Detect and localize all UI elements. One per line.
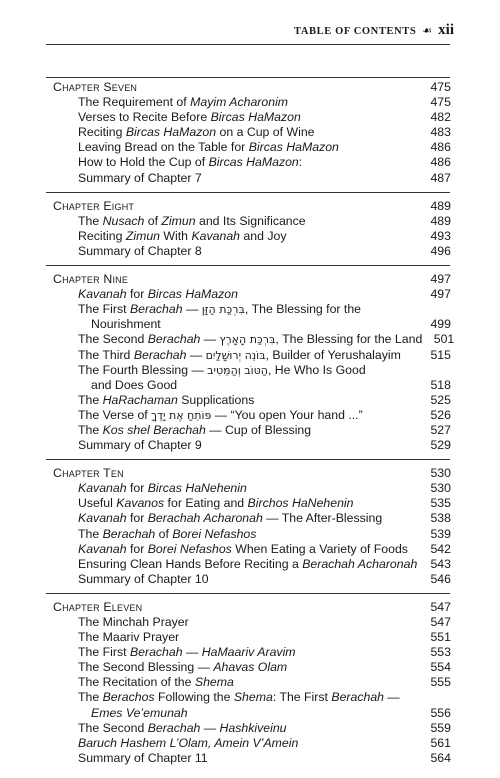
title-fragment: Ensuring Clean Hands Before Reciting a — [78, 556, 303, 571]
toc-entry-title — [53, 244, 202, 259]
title-fragment: Kavanos — [116, 496, 165, 511]
toc-entry[interactable] — [53, 736, 451, 751]
title-fragment: Berachah — [102, 526, 156, 541]
toc-entry-title — [53, 736, 298, 751]
title-fragment: Zimun — [125, 228, 161, 243]
toc-entry-page-number: 561 — [430, 735, 451, 750]
title-fragment: Kavanah — [191, 228, 240, 243]
section-rule — [46, 459, 450, 460]
toc-entry-title — [53, 660, 287, 675]
toc-entry[interactable] — [53, 244, 451, 259]
toc-entry-title — [53, 542, 408, 557]
toc-entry-title — [53, 229, 287, 244]
title-fragment: Supplications — [177, 392, 255, 407]
toc-entry[interactable] — [53, 393, 451, 408]
toc-entry[interactable] — [53, 660, 451, 675]
title-fragment: Berachah — [133, 347, 187, 362]
title-fragment: Berachah — [129, 302, 183, 317]
title-fragment: — — [384, 690, 400, 705]
toc-entry-page-number: 555 — [430, 675, 451, 690]
chapter-section — [53, 80, 451, 186]
title-fragment: The Requirement of — [78, 95, 191, 110]
toc-entry-page-number: 529 — [430, 438, 451, 453]
toc-entry[interactable] — [53, 572, 451, 587]
fleuron-ornament-icon: ☙ — [422, 24, 433, 37]
toc-entry-title — [53, 408, 363, 423]
hebrew-text: הַטּוֹב וְהַמֵּטִיב — [207, 363, 268, 377]
toc-entry-line — [53, 393, 451, 408]
toc-entry[interactable] — [53, 511, 451, 526]
toc-entry-line — [53, 572, 451, 587]
title-fragment: for — [126, 511, 148, 526]
toc-entry-line — [53, 348, 451, 363]
title-fragment: The — [78, 213, 103, 228]
toc-entry-title — [53, 557, 417, 572]
title-fragment: Reciting — [78, 125, 126, 140]
toc-entry[interactable] — [53, 363, 451, 393]
toc-entry[interactable] — [53, 214, 451, 229]
title-fragment: — Cup of Blessing — [205, 422, 312, 437]
toc-entry-title — [53, 630, 179, 645]
toc-entry[interactable] — [53, 302, 451, 332]
toc-entry-page-number: 554 — [430, 660, 451, 675]
toc-entry[interactable] — [53, 348, 451, 363]
toc-entry-line — [53, 542, 451, 557]
title-fragment: , Builder of Yerushalayim — [265, 347, 401, 362]
toc-entry-title — [53, 721, 287, 736]
toc-entry-line — [53, 125, 451, 140]
title-fragment: Berachos — [102, 690, 155, 705]
toc-entry-title — [53, 214, 306, 229]
title-fragment: The — [78, 422, 103, 437]
title-fragment: The Minchah Prayer — [78, 615, 189, 629]
toc-entry[interactable] — [53, 171, 451, 186]
toc-entry-title — [53, 645, 296, 660]
toc-entry-line — [53, 302, 451, 317]
toc-entry-line — [53, 645, 451, 660]
title-fragment: Hashkiveinu — [219, 720, 287, 735]
toc-entry-line — [53, 660, 451, 675]
toc-entry-page-number: 542 — [430, 541, 451, 556]
chapter-title: Chapter Seven — [53, 80, 138, 94]
title-fragment: , The Blessing for the — [244, 302, 362, 317]
toc-entry-line — [53, 244, 451, 259]
title-fragment: Bircas HaNehenin — [147, 481, 247, 496]
chapter-title: Chapter Eight — [53, 198, 135, 213]
title-fragment: The First — [78, 645, 130, 660]
title-fragment: : The First — [272, 690, 332, 705]
toc-entry[interactable] — [53, 438, 451, 453]
title-fragment: for — [126, 481, 148, 496]
title-fragment: — “You open Your hand ...” — [211, 407, 363, 422]
toc-entry-line — [53, 511, 451, 526]
title-fragment: : — [298, 155, 303, 170]
toc-entry-line — [53, 751, 451, 766]
title-fragment: Borei Nefashos — [147, 541, 232, 556]
title-fragment: Kavanah — [78, 511, 127, 526]
toc-entry[interactable] — [53, 95, 451, 110]
title-fragment: Summary of Chapter 9 — [78, 438, 202, 453]
title-fragment: Shema — [194, 675, 234, 690]
toc-entry-title — [53, 125, 315, 140]
title-fragment: of — [144, 213, 162, 228]
title-fragment: How to Hold the Cup of — [78, 155, 209, 170]
toc-entry-page-number: 499 — [430, 317, 451, 332]
title-fragment: for Eating and — [164, 496, 248, 511]
toc-entry-line — [53, 229, 451, 244]
table-of-contents — [53, 80, 455, 778]
toc-entry[interactable] — [53, 721, 451, 736]
toc-entry-line — [53, 155, 451, 170]
title-fragment: The — [78, 690, 103, 705]
title-fragment: for — [126, 541, 148, 556]
title-fragment: The First — [78, 302, 130, 317]
toc-entry-title — [53, 496, 354, 511]
toc-entry[interactable] — [53, 645, 451, 660]
toc-entry-title — [53, 438, 202, 453]
chapter-section — [53, 466, 451, 587]
title-fragment: — — [182, 645, 202, 660]
toc-entry[interactable] — [53, 332, 455, 347]
toc-entry[interactable] — [53, 675, 451, 690]
title-fragment: Shema — [233, 690, 273, 705]
title-fragment: Birchos HaNehenin — [247, 496, 354, 511]
toc-entry[interactable] — [53, 229, 451, 244]
chapter-page-number: 497 — [430, 272, 451, 287]
toc-entry-line — [53, 438, 451, 453]
title-fragment: Kos shel Berachah — [102, 422, 206, 437]
toc-entry-line — [53, 496, 451, 511]
toc-entry-page-number: 543 — [430, 556, 451, 571]
title-fragment: of — [155, 526, 173, 541]
title-fragment: HaRachaman — [102, 392, 178, 407]
title-fragment: Baruch Hashem L’Olam, Amein V’Amein — [78, 735, 299, 750]
toc-entry-title — [53, 393, 254, 408]
toc-entry-page-number: 547 — [430, 615, 451, 629]
title-fragment: The Recitation of the — [78, 675, 195, 690]
title-fragment: Reciting — [78, 228, 126, 243]
toc-entry[interactable] — [53, 110, 451, 125]
toc-entry[interactable] — [53, 481, 451, 496]
toc-entry-page-number: 486 — [430, 140, 451, 155]
chapter-heading[interactable] — [53, 80, 451, 95]
continuation-text: Emes Ve’emunah — [91, 705, 188, 720]
chapter-section — [53, 600, 451, 766]
title-fragment: Kavanah — [78, 541, 127, 556]
title-fragment: The Second — [78, 332, 148, 347]
title-fragment: The Maariv Prayer — [78, 630, 180, 645]
toc-entry-page-number: 530 — [430, 481, 451, 496]
chapter-heading[interactable] — [53, 272, 451, 287]
toc-entry-title — [53, 95, 288, 110]
title-fragment: Summary of Chapter 11 — [78, 750, 208, 765]
title-fragment: Verses to Recite Before — [78, 110, 211, 125]
title-fragment: The Second Blessing — — [78, 660, 214, 675]
title-fragment: Following the — [154, 690, 234, 705]
toc-entry-title — [53, 690, 400, 705]
continuation-text: and Does Good — [91, 377, 178, 392]
toc-entry-line — [53, 140, 451, 155]
title-fragment: Berachah — [129, 645, 183, 660]
toc-entry[interactable] — [53, 557, 451, 572]
toc-entry-title — [53, 140, 339, 155]
toc-entry[interactable] — [53, 287, 451, 302]
running-header — [50, 22, 454, 38]
toc-entry-line — [53, 690, 451, 705]
title-fragment: Berachah — [147, 720, 201, 735]
toc-entry-title — [53, 332, 422, 347]
toc-entry[interactable] — [53, 155, 451, 170]
title-fragment: Bircas HaMazon — [208, 155, 299, 170]
title-fragment: , The Blessing for the Land — [275, 332, 423, 347]
toc-entry-title — [53, 423, 311, 438]
toc-entry-line — [53, 171, 451, 186]
toc-entry[interactable] — [53, 496, 451, 511]
toc-entry-title — [53, 363, 366, 378]
title-fragment: Nusach — [102, 213, 145, 228]
title-fragment: — — [200, 720, 220, 735]
section-rule — [46, 77, 450, 78]
toc-entry-page-number: 527 — [430, 422, 451, 437]
toc-entry-continuation — [53, 706, 451, 721]
toc-entry-line — [53, 423, 451, 438]
title-fragment: With — [160, 228, 192, 243]
title-fragment: Berachah Acharonah — [302, 556, 418, 571]
toc-entry-line — [53, 363, 451, 378]
toc-entry-title — [53, 110, 301, 125]
title-fragment: The — [78, 526, 103, 541]
toc-entry-line — [53, 675, 451, 690]
chapter-title: Chapter Nine — [53, 272, 129, 287]
toc-entry[interactable] — [53, 408, 451, 423]
toc-entry-page-number: 526 — [430, 407, 451, 422]
title-fragment: Kavanah — [78, 287, 127, 302]
toc-entry-page-number: 546 — [430, 571, 451, 586]
toc-entry-page-number: 482 — [430, 110, 451, 125]
page-number: xii — [438, 22, 454, 38]
title-fragment: Borei Nefashos — [172, 526, 257, 541]
title-fragment: Berachah Acharonah — [147, 511, 263, 526]
toc-entry-line — [53, 110, 451, 125]
title-fragment: Useful — [78, 496, 117, 511]
toc-entry-page-number: 551 — [430, 630, 451, 645]
toc-entry-page-number: 489 — [430, 213, 451, 228]
toc-entry-page-number: 553 — [430, 645, 451, 660]
chapter-page-number: 489 — [430, 198, 451, 213]
toc-entry-title — [53, 481, 247, 496]
toc-entry-title — [53, 751, 208, 766]
title-fragment: Summary of Chapter 7 — [78, 170, 202, 185]
toc-entry-title — [53, 348, 401, 363]
toc-entry-line — [53, 481, 451, 496]
toc-entry-title — [53, 615, 189, 630]
toc-entry-continuation — [53, 378, 451, 393]
toc-entry[interactable] — [53, 423, 451, 438]
chapter-heading[interactable] — [53, 466, 451, 481]
title-fragment: — — [200, 332, 220, 347]
toc-entry-continuation — [53, 317, 451, 332]
toc-entry-page-number: 518 — [430, 377, 451, 392]
header-rule — [46, 44, 450, 45]
toc-entry-line — [53, 287, 451, 302]
title-fragment: Berachah — [147, 332, 201, 347]
title-fragment: Zimun — [161, 213, 196, 228]
title-fragment: and Joy — [240, 228, 287, 243]
toc-entry-page-number: 525 — [430, 392, 451, 407]
title-fragment: Bircas HaMazon — [210, 110, 301, 125]
toc-entry-page-number: 538 — [430, 511, 451, 526]
toc-entry[interactable] — [53, 542, 451, 557]
title-fragment: Berachah — [331, 690, 385, 705]
title-fragment: Summary of Chapter 8 — [78, 243, 202, 258]
toc-entry[interactable] — [53, 690, 451, 720]
toc-entry-page-number: 475 — [430, 95, 451, 110]
section-rule — [46, 265, 450, 266]
toc-entry-page-number: 497 — [430, 287, 451, 302]
toc-entry[interactable] — [53, 527, 451, 542]
toc-entry-line — [53, 721, 451, 736]
title-fragment: Bircas HaMazon — [147, 287, 238, 302]
toc-entry[interactable] — [53, 751, 451, 766]
toc-entry[interactable] — [53, 140, 451, 155]
title-fragment: Mayim Acharonim — [190, 95, 289, 110]
title-fragment: HaMaariv Aravim — [201, 645, 296, 660]
hebrew-text: בִּרְכַּת הַזָּן — [201, 303, 245, 317]
title-fragment: Leaving Bread on the Table for — [78, 140, 249, 155]
toc-entry-page-number: 559 — [430, 720, 451, 735]
chapter-page-number: 475 — [430, 80, 451, 94]
title-fragment: The Fourth Blessing — — [78, 362, 208, 377]
title-fragment: on a Cup of Wine — [216, 125, 315, 140]
toc-entry-page-number: 535 — [430, 496, 451, 511]
toc-entry-title — [53, 155, 302, 170]
toc-entry[interactable] — [53, 125, 451, 140]
toc-entry-page-number: 496 — [430, 243, 451, 258]
toc-entry-line — [53, 630, 451, 645]
title-fragment: — The After-Blessing — [262, 511, 383, 526]
chapter-title: Chapter Ten — [53, 466, 124, 481]
toc-entry-title — [53, 675, 234, 690]
toc-entry-line — [53, 332, 455, 347]
toc-entry-line — [53, 408, 451, 423]
toc-entry-title — [53, 511, 382, 526]
toc-entry-page-number: 493 — [430, 228, 451, 243]
chapter-page-number: 547 — [430, 599, 451, 614]
toc-entry-line — [53, 615, 451, 630]
title-fragment: Bircas HaMazon — [125, 125, 217, 140]
toc-entry-page-number: 486 — [430, 155, 451, 170]
toc-entry-page-number: 556 — [430, 705, 451, 720]
toc-entry-line — [53, 527, 451, 542]
chapter-heading[interactable] — [53, 199, 451, 214]
section-rule — [46, 593, 450, 594]
toc-entry-page-number: 483 — [430, 125, 451, 140]
toc-entry-title — [53, 287, 238, 302]
toc-entry[interactable] — [53, 615, 451, 630]
title-fragment: The — [78, 392, 103, 407]
continuation-text: Nourishment — [91, 317, 161, 332]
toc-entry-line — [53, 95, 451, 110]
title-fragment: — — [182, 302, 202, 317]
title-fragment: , He Who Is Good — [267, 362, 366, 377]
chapter-section — [53, 272, 455, 453]
toc-entry-page-number: 564 — [430, 750, 451, 765]
toc-entry-title — [53, 171, 202, 186]
title-fragment: Bircas HaMazon — [248, 140, 339, 155]
section-rule — [46, 192, 450, 193]
hebrew-text: בִּרְכַּת הָאָרֶץ — [219, 333, 276, 347]
title-fragment: for — [126, 287, 148, 302]
toc-entry-line — [53, 736, 451, 751]
hebrew-text: בּוֹנֵה יְרוּשָׁלַיִם — [205, 348, 266, 362]
toc-entry-page-number: 501 — [433, 332, 455, 347]
toc-entry-title — [53, 302, 361, 317]
toc-entry-title — [53, 527, 256, 542]
toc-entry-line — [53, 214, 451, 229]
toc-entry-title — [53, 572, 209, 587]
chapter-page-number: 530 — [430, 466, 451, 481]
toc-entry-page-number: 515 — [430, 347, 451, 362]
toc-entry-page-number: 487 — [430, 170, 451, 185]
toc-entry[interactable] — [53, 630, 451, 645]
title-fragment: When Eating a Variety of Foods — [231, 541, 408, 556]
title-fragment: — — [186, 347, 206, 362]
chapter-heading[interactable] — [53, 600, 451, 615]
title-fragment: Kavanah — [78, 481, 127, 496]
running-header-title: TABLE OF CONTENTS — [294, 26, 417, 37]
chapter-section — [53, 199, 451, 259]
title-fragment: Ahavas Olam — [213, 660, 288, 675]
title-fragment: The Verse of — [78, 407, 152, 422]
toc-entry-line — [53, 557, 451, 572]
toc-entry-page-number: 539 — [430, 526, 451, 541]
title-fragment: The Third — [78, 347, 134, 362]
title-fragment: Summary of Chapter 10 — [78, 571, 209, 586]
title-fragment: and Its Significance — [195, 213, 306, 228]
hebrew-text: פּוֹתֵחַ אֶת יָדֶךָ — [151, 408, 212, 422]
title-fragment: The Second — [78, 720, 148, 735]
chapter-title: Chapter Eleven — [53, 599, 143, 614]
